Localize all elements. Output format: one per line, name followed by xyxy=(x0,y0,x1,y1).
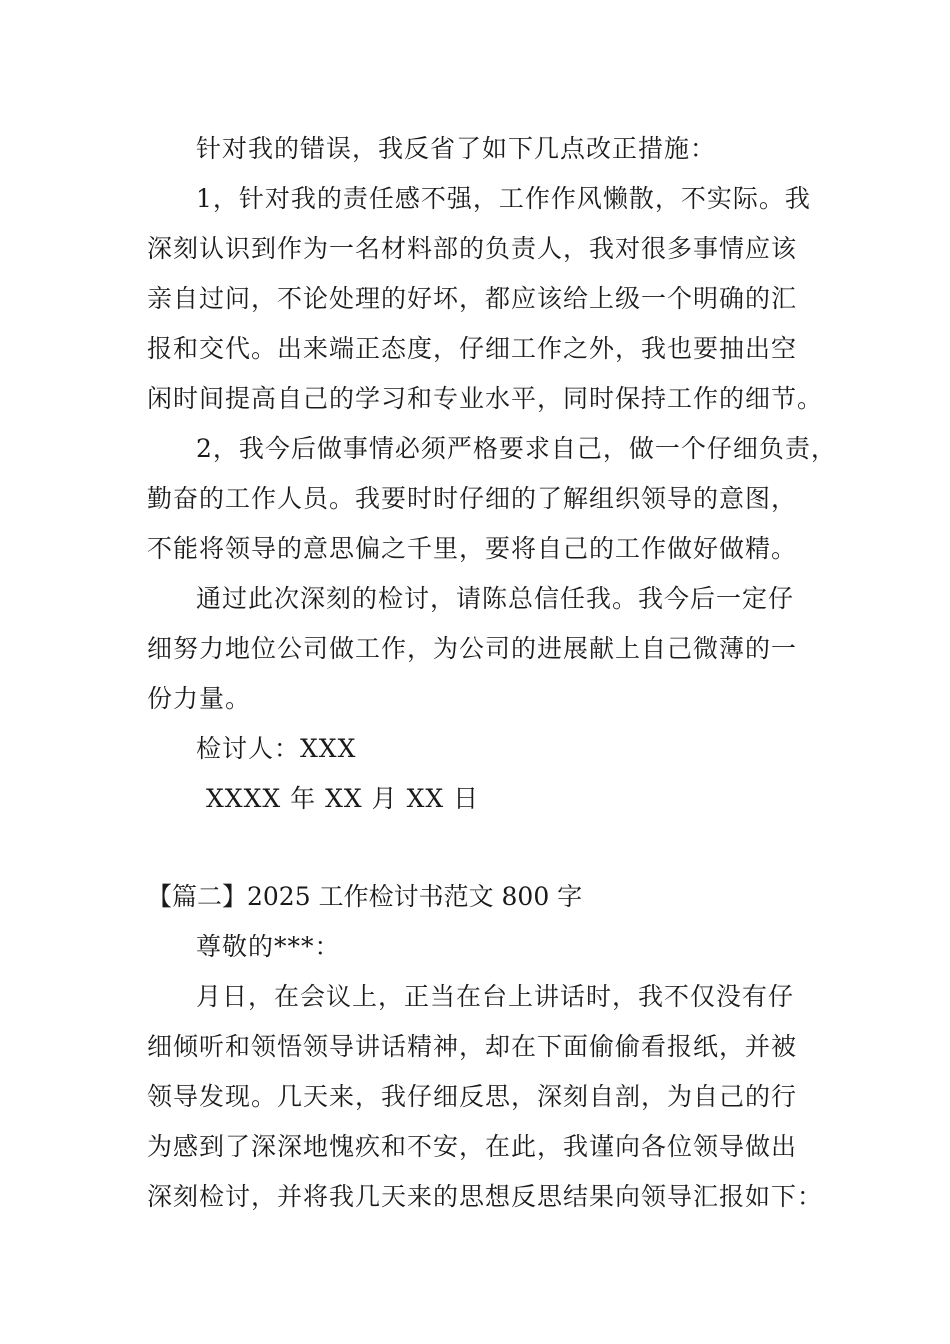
point2-line-3: 不能将领导的意思偏之千里，要将自己的工作做好做精。 xyxy=(147,534,798,563)
paragraph-line-1: 月日，在会议上，正当在台上讲话时，我不仅没有仔 xyxy=(196,982,795,1011)
paragraph-line-2: 细倾听和领悟领导讲话精神，却在下面偷偷看报纸，并被 xyxy=(147,1032,798,1061)
date-line: XXXX 年 XX 月 XX 日 xyxy=(206,784,480,813)
point1-line-1: 1，针对我的责任感不强，工作作风懒散，不实际。我 xyxy=(196,184,811,213)
point1-line-5: 闲时间提高自己的学习和专业水平，同时保持工作的细节。 xyxy=(147,384,824,413)
point2-line-2: 勤奋的工作人员。我要时时仔细的了解组织领导的意图， xyxy=(147,484,798,513)
point1-line-2: 深刻认识到作为一名材料部的负责人，我对很多事情应该 xyxy=(147,234,798,263)
point1-line-3: 亲自过问，不论处理的好坏，都应该给上级一个明确的汇 xyxy=(147,284,798,313)
closing-line-3: 份力量。 xyxy=(147,684,252,713)
point2-line-1: 2，我今后做事情必须严格要求自己，做一个仔细负责， xyxy=(196,434,837,463)
paragraph-line-3: 领导发现。几天来，我仔细反思，深刻自剖，为自己的行 xyxy=(147,1082,798,1111)
salutation-line: 尊敬的***： xyxy=(196,932,341,961)
paragraph-line-5: 深刻检讨，并将我几天来的思想反思结果向领导汇报如下： xyxy=(147,1182,824,1211)
paragraph-line-4: 为感到了深深地愧疚和不安，在此，我谨向各位领导做出 xyxy=(147,1132,798,1161)
section-heading: 【篇二】2025 工作检讨书范文 800 字 xyxy=(147,882,583,911)
point1-line-4: 报和交代。出来端正态度，仔细工作之外，我也要抽出空 xyxy=(147,334,798,363)
closing-line-1: 通过此次深刻的检讨，请陈总信任我。我今后一定仔 xyxy=(196,584,795,613)
closing-line-2: 细努力地位公司做工作，为公司的进展献上自己微薄的一 xyxy=(147,634,798,663)
intro-line: 针对我的错误，我反省了如下几点改正措施： xyxy=(196,134,717,163)
signer-line: 检讨人：XXX xyxy=(196,734,357,763)
